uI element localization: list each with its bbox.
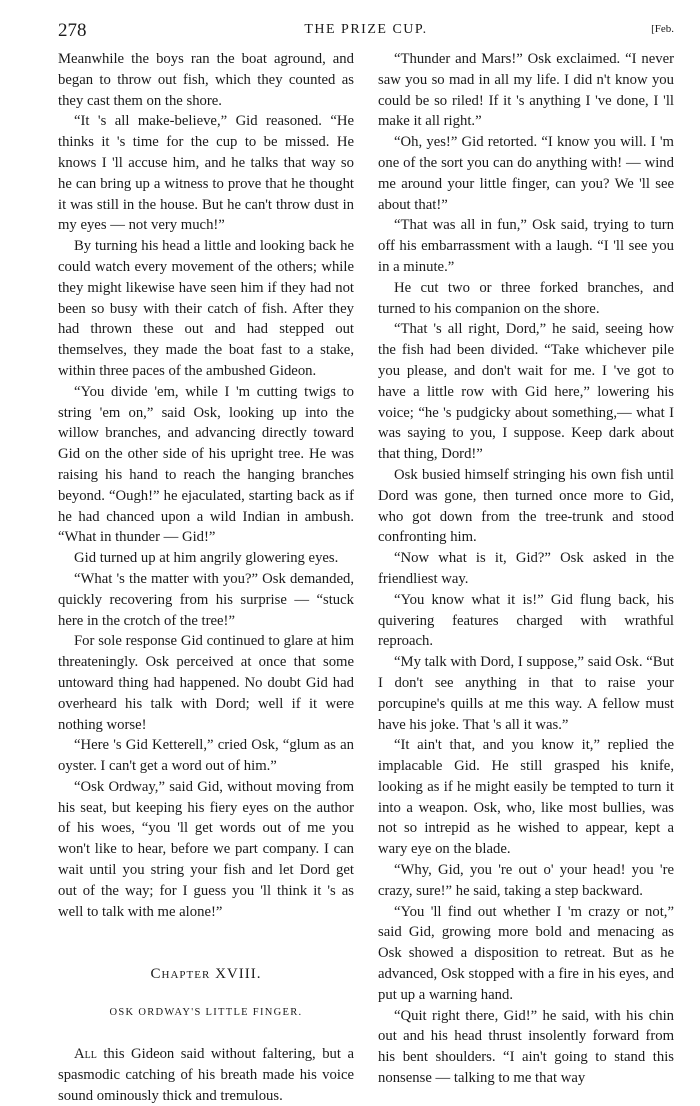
chapter-opening-paragraph <box>58 1044 354 1106</box>
paragraph: “Osk Ordway,” said Gid, without moving from his seat, but keeping his fiery eyes on the author of his woes, “you 'll get words out of me you won't like to hear, before we part company. I can wait until you string your fish and let Dord get out of the way; for I guess you 'll think it 's as well to talk with me alone!” <box>58 778 354 920</box>
chapter-opening-word: All <box>74 1046 97 1063</box>
paragraph: “It ain't that, and you know it,” replied the implacable Gid. He still grasped his knife, looking as if he might easily be tempted to turn it into a weapon. Osk, who, like most bullies, was not so intrepid as he wished to appear, kept a wary eye on the blade. <box>378 737 674 858</box>
paragraph: “Thunder and Mars!” Osk exclaimed. “I never saw you so mad in all my life. I did n't know you could be so riled! If it 's anything I 've done, I 'll make it all right.” <box>378 51 674 130</box>
chapter-opening-text: this Gideon said without faltering, but a spasmodic catching of his breath made his voice sound ominously thick and tremulous. <box>58 1046 354 1104</box>
page-number: 278 <box>58 20 87 41</box>
paragraph: “You know what it is!” Gid flung back, his quivering features charged with wrathful reproach. <box>378 591 674 650</box>
paragraph: “That 's all right, Dord,” he said, seeing how the fish had been divided. “Take whichever pile you please, and don't wait for me. I 've got to have a little row with Gid here,” lowering his voice; “he 's pudgicky about something,— what I was saying to you, I suppose. Keep dark about that thing, Dord!” <box>378 321 674 463</box>
left-column <box>58 49 354 1106</box>
right-column <box>378 49 674 1089</box>
paragraph: He cut two or three forked branches, and turned to his companion on the shore. <box>378 279 674 317</box>
paragraph: “It 's all make-believe,” Gid reasoned. “He thinks it 's time for the cup to be missed. He knows I 'll accuse him, and he talks that way so he can bring up a witness to prove that he thought it was still in the house. But he can't throw dust in my eyes — not very much!” <box>58 113 354 234</box>
chapter-subtitle: OSK ORDWAY'S LITTLE FINGER. <box>109 1007 303 1019</box>
chapter-heading: Chapter XVIII. <box>150 966 262 983</box>
paragraph: “Oh, yes!” Gid retorted. “I know you will. I 'm one of the sort you can do anything with! — wind me around your little finger, can you? We 'll see about that!” <box>378 134 674 213</box>
paragraph: “Now what is it, Gid?” Osk asked in the friendliest way. <box>378 550 674 587</box>
issue-month: [Feb. <box>651 23 674 35</box>
paragraph: “My talk with Dord, I suppose,” said Osk. “But I don't see anything in that to raise your porcupine's quills at me this way. A fellow must have his joke. That 's all it was.” <box>378 654 674 733</box>
page-header <box>58 20 674 42</box>
paragraph: Meanwhile the boys ran the boat aground, and began to throw out fish, which they counted as they cast them on the shore. <box>58 51 354 109</box>
running-title: THE PRIZE CUP. <box>304 22 428 37</box>
paragraph: For sole response Gid continued to glare at him threateningly. Osk perceived at once that some untoward thing had happened. No doubt Gid had overheard his talk with Dord; well if it were nothing worse! <box>58 633 354 733</box>
paragraph: By turning his head a little and looking back he could watch every movement of the others; while they might likewise have seen him if they had not been so busy with their catch of fish. After they had thrown these out and had stepped out themselves, they made the boat fast to a stake, within three paces of the ambushed Gideon. <box>58 238 354 379</box>
paragraph: “That was all in fun,” Osk said, trying to turn off his embarrassment with a laugh. “I 'll see you in a minute.” <box>378 217 674 275</box>
paragraph: Osk busied himself stringing his own fish until Dord was gone, then turned once more to Gid, who got down from the tree-trunk and stood confronting him. <box>378 466 674 546</box>
paragraph: “Why, Gid, you 're out o' your head! you 're crazy, sure!” he said, taking a step backward. <box>378 862 674 899</box>
paragraph: “Quit right there, Gid!” he said, with his chin out and his head thrust insolently forward from his bent shoulders. “I ain't going to stand this nonsense — talking to me that way <box>378 1007 674 1087</box>
paragraph: “What 's the matter with you?” Osk demanded, quickly recovering from his surprise — “stuck here in the crotch of the tree!” <box>58 570 354 629</box>
paragraph: Gid turned up at him angrily glowering eyes. <box>74 550 339 567</box>
paragraph: “You divide 'em, while I 'm cutting twigs to string 'em on,” said Osk, looking up into the willow branches, and advancing directly toward Gid on the other side of his upright tree. He was raising his hand to reach the hanging branches beyond. “Ough!” he ejaculated, starting back as if he had chanced upon a wild Indian in ambush. “What in thunder — Gid!” <box>58 383 354 546</box>
paragraph: “Here 's Gid Ketterell,” cried Osk, “glum as an oyster. I can't get a word out of him.” <box>58 737 354 775</box>
paragraph: “You 'll find out whether I 'm crazy or not,” said Gid, growing more bold and menacing as Osk showed a disposition to retreat. But as he advanced, Osk stopped with a fire in his eyes, and put up a warning hand. <box>378 903 674 1003</box>
